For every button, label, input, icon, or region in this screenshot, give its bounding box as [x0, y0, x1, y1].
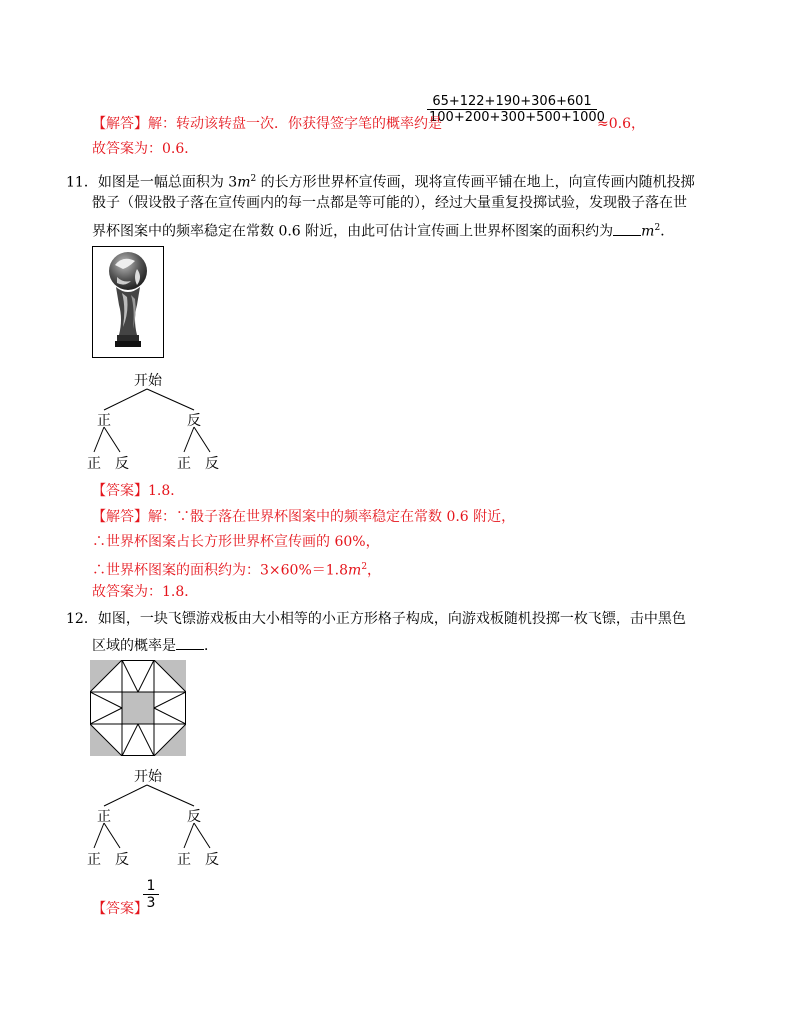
q10-approx: ≈0.6， [597, 116, 645, 132]
q10-solution-line [92, 115, 442, 133]
q11-answer-line: 故答案为：1.8． [92, 584, 199, 600]
q10-fraction [427, 94, 605, 125]
q12-answer-blank [176, 635, 204, 650]
q11-answer-value: 1.8． [148, 483, 185, 499]
q12-answer-label: 【答案】 [92, 901, 148, 917]
q12-answer-numerator: 1 [146, 878, 156, 894]
q10-fraction-numerator: 65+122+190+306+601 [432, 94, 592, 109]
tree-1-right-left: 正 [177, 456, 191, 472]
q10-solution-label: 【解答】 [92, 116, 148, 132]
tree-1-left-right: 反 [115, 456, 129, 472]
tree-1-right-right: 反 [205, 456, 219, 472]
tree-2-right-right: 反 [205, 852, 219, 868]
dartboard-grid-figure [90, 660, 186, 756]
q11-solution-label: 【解答】 [92, 509, 148, 525]
q11-answer-blank [613, 221, 641, 236]
q12-line-1: 12．如图，一块飞镖游戏板由大小相等的小正方形格子构成，向游戏板随机投掷一枚飞镖，击中黑色 [66, 611, 686, 627]
tree-2-root: 开始 [134, 769, 162, 785]
q11-line-1: 11．如图是一幅总面积为 $3m^2$ 的长方形世界杯宣传画，现将宣传画平铺在地上，向宣传画内随机投掷 [66, 174, 695, 191]
q11-answer-label: 【答案】 [92, 483, 148, 499]
q12-answer-denominator: 3 [146, 895, 156, 911]
probability-tree-1 [84, 370, 234, 476]
q12-answer-fraction [143, 878, 159, 911]
tree-2-left-right: 反 [115, 852, 129, 868]
q11-solution-line-2: ∴世界杯图案占长方形世界杯宣传画的 60%， [92, 534, 380, 550]
tree-2-left-left: 正 [87, 852, 101, 868]
q11-answer [92, 482, 184, 500]
q11-line-3: 界杯图案中的频率稳定在常数 0.6 附近，由此可估计宣传画上世界杯图案的面积约为 $m^2$． [92, 219, 674, 241]
tree-2-right: 反 [187, 809, 201, 825]
trophy-icon [93, 247, 163, 357]
probability-tree-2 [84, 766, 234, 872]
world-cup-trophy-image [92, 246, 164, 358]
tree-1-left: 正 [97, 413, 111, 429]
dartboard-grid [90, 660, 186, 760]
tree-2-left: 正 [97, 809, 111, 825]
q10-solution-text: 解：转动该转盘一次．你获得签字笔的概率约是 [148, 116, 442, 132]
tree-1-right: 反 [187, 413, 201, 429]
q10-answer-line: 故答案为：0.6． [92, 141, 199, 157]
q12-number: 12． [66, 611, 98, 627]
q11-solution-line-3: ∴世界杯图案的面积约为：$3\times 60\%=1.8m^2$， [92, 562, 382, 579]
tree-1-left-left: 正 [87, 456, 101, 472]
q10-fraction-denominator: 100+200+300+500+1000 [429, 110, 605, 125]
q11-line-2: 骰子（假设骰子落在宣传画内的每一点都是等可能的），经过大量重复投掷试验，发现骰子落在世 [92, 195, 687, 211]
tree-1-root: 开始 [134, 373, 162, 389]
q11-number: 11． [66, 174, 98, 191]
q11-solution-line-1: 【解答】解：∵骰子落在世界杯图案中的频率稳定在常数 0.6 附近， [92, 509, 516, 525]
tree-2-right-left: 正 [177, 852, 191, 868]
q12-line-2: 区域的概率是 ． [92, 635, 218, 655]
